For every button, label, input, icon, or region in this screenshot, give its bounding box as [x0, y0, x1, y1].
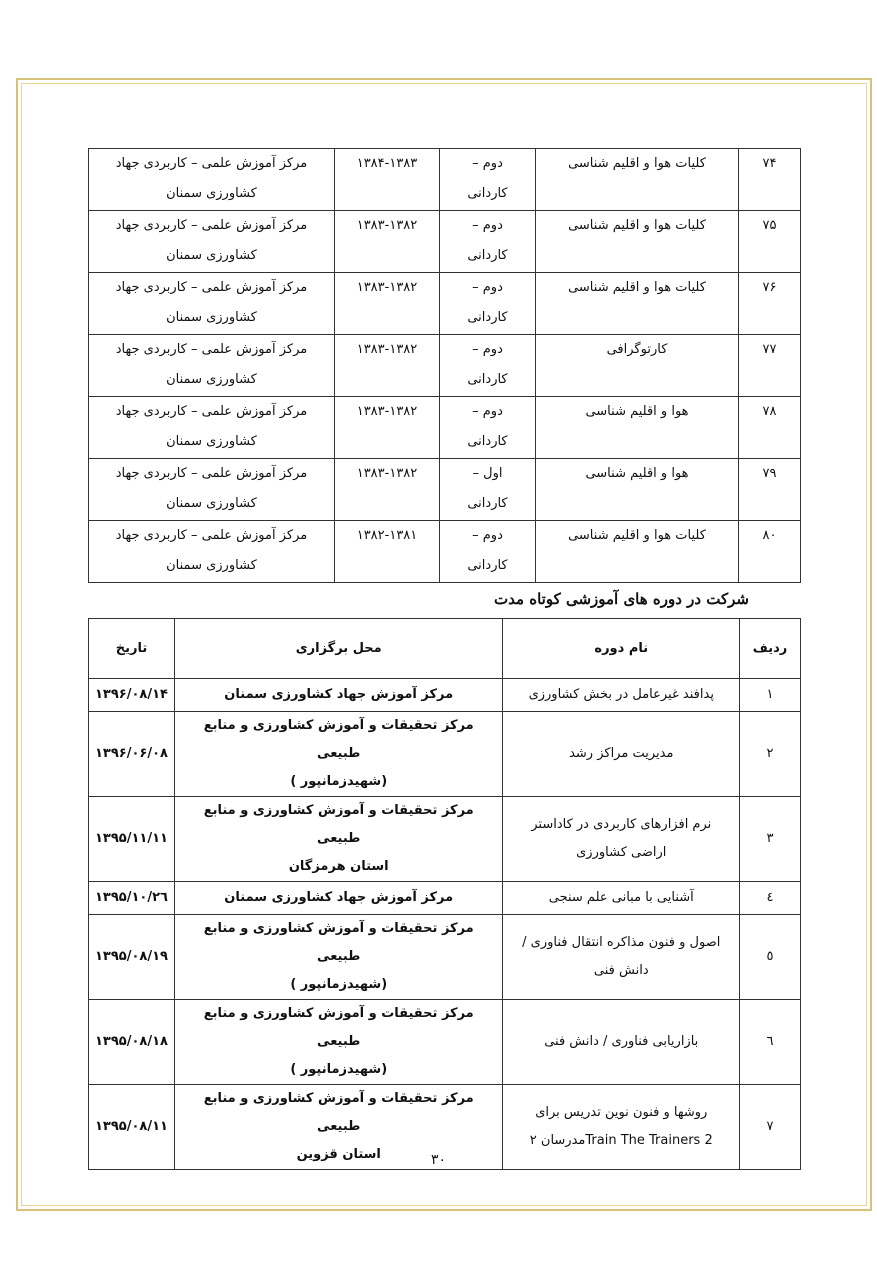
- venue: [174, 882, 502, 915]
- institution-text: کشاورزی سمنان: [166, 434, 257, 449]
- semester-level-text: کاردانی: [467, 372, 508, 387]
- course-date: [89, 882, 175, 915]
- academic-years: [335, 149, 440, 211]
- academic-years: [335, 459, 440, 521]
- course-date: [89, 679, 175, 712]
- course-title: [536, 521, 739, 583]
- row-number: [739, 211, 801, 273]
- institution-text: مرکز آموزش علمی – کاربردی جهاد: [115, 280, 308, 295]
- institution-text: کشاورزی سمنان: [166, 558, 257, 573]
- academic-years-text: ۱۳۸۳-۱۳۸۲: [356, 404, 418, 419]
- row-number-text: ۷: [766, 1119, 774, 1134]
- semester-level-text: کاردانی: [467, 248, 508, 263]
- course-name: [503, 679, 740, 712]
- course-name-text: آشنایی با مبانی علم سنجی: [548, 890, 694, 905]
- header-date: تاریخ: [89, 619, 175, 679]
- academic-years: [335, 273, 440, 335]
- institution-text: مرکز آموزش علمی – کاربردی جهاد: [115, 466, 308, 481]
- table-row: [89, 211, 801, 273]
- table-header-row: [89, 619, 801, 679]
- course-date-text: ۱۳۹۵/۱۱/۱۱: [95, 831, 168, 846]
- venue-text: مرکز تحقیقات و آموزش کشاورزی و منابع طبیعی: [203, 1006, 474, 1049]
- course-title-text: هوا و اقلیم شناسی: [585, 466, 689, 481]
- teaching-table: [88, 148, 801, 583]
- row-number: [740, 882, 801, 915]
- table-row: [89, 521, 801, 583]
- semester-level: [440, 397, 536, 459]
- course-name-text: Train The Trainers 2مدرسان ۲: [529, 1133, 713, 1148]
- course-title: [536, 211, 739, 273]
- table-row: [89, 882, 801, 915]
- academic-years-text: ۱۳۸۴-۱۳۸۳: [356, 156, 418, 171]
- academic-years: [335, 521, 440, 583]
- institution: [89, 397, 335, 459]
- semester-level-text: دوم –: [472, 280, 503, 295]
- row-number: [739, 459, 801, 521]
- course-name: [503, 797, 740, 882]
- academic-years: [335, 335, 440, 397]
- row-number: [740, 915, 801, 1000]
- academic-years-text: ۱۳۸۳-۱۳۸۲: [356, 280, 418, 295]
- academic-years: [335, 397, 440, 459]
- institution-text: مرکز آموزش علمی – کاربردی جهاد: [115, 404, 308, 419]
- course-name-text: بازاریابی فناوری / دانش فنی: [544, 1034, 699, 1049]
- course-name-text: نرم افزارهای کاربردی در کاداستر: [531, 817, 712, 832]
- academic-years: [335, 211, 440, 273]
- course-title-text: کارتوگرافی: [606, 342, 668, 357]
- row-number: [740, 679, 801, 712]
- course-date-text: ۱۳۹۵/۰۸/۱۸: [95, 1034, 168, 1049]
- table-row: [89, 712, 801, 797]
- semester-level-text: کاردانی: [467, 496, 508, 511]
- semester-level: [440, 211, 536, 273]
- semester-level-text: کاردانی: [467, 434, 508, 449]
- institution: [89, 521, 335, 583]
- semester-level-text: اول –: [472, 466, 503, 481]
- row-number: [739, 335, 801, 397]
- semester-level: [440, 335, 536, 397]
- course-date-text: ۱۳۹۵/۰۸/۱۹: [95, 949, 168, 964]
- institution-text: کشاورزی سمنان: [166, 186, 257, 201]
- institution-text: مرکز آموزش علمی – کاربردی جهاد: [115, 156, 308, 171]
- course-name: [503, 1000, 740, 1085]
- venue-text: مرکز تحقیقات و آموزش کشاورزی و منابع طبیعی: [203, 718, 474, 761]
- course-title: [536, 273, 739, 335]
- venue-text: مرکز آموزش جهاد کشاورزی سمنان: [224, 687, 454, 702]
- semester-level: [440, 149, 536, 211]
- venue-text: (شهیدزمانپور ): [290, 774, 388, 789]
- semester-level-text: دوم –: [472, 342, 503, 357]
- table-row: [89, 797, 801, 882]
- venue-text: مرکز آموزش جهاد کشاورزی سمنان: [224, 890, 454, 905]
- course-date-text: ۱۳۹۶/۰۸/۱۴: [95, 687, 168, 702]
- row-number: [739, 397, 801, 459]
- course-name-text: مدیریت مراکز رشد: [569, 746, 674, 761]
- academic-years-text: ۱۳۸۳-۱۳۸۲: [356, 218, 418, 233]
- header-course-name: نام دوره: [503, 619, 740, 679]
- course-date: [89, 915, 175, 1000]
- row-number-text: ۱: [766, 687, 774, 702]
- course-title: [536, 397, 739, 459]
- course-name: [503, 882, 740, 915]
- venue: [174, 712, 502, 797]
- row-number-text: ٦: [766, 1034, 774, 1049]
- section-title: شرکت در دوره های آموزشی کوتاه مدت: [493, 590, 749, 608]
- row-number: [739, 273, 801, 335]
- semester-level-text: دوم –: [472, 528, 503, 543]
- academic-years-text: ۱۳۸۳-۱۳۸۲: [356, 466, 418, 481]
- semester-level: [440, 459, 536, 521]
- row-number-text: ٤: [766, 890, 774, 905]
- venue-text: استان قزوین: [296, 1147, 381, 1162]
- row-number: [740, 797, 801, 882]
- courses-table: [88, 618, 801, 1170]
- venue: [174, 1000, 502, 1085]
- table-row: [89, 459, 801, 521]
- table-row: [89, 273, 801, 335]
- institution-text: مرکز آموزش علمی – کاربردی جهاد: [115, 218, 308, 233]
- semester-level-text: دوم –: [472, 404, 503, 419]
- course-title: [536, 149, 739, 211]
- header-venue: محل برگزاری: [174, 619, 502, 679]
- institution-text: کشاورزی سمنان: [166, 248, 257, 263]
- row-number-text: ۲: [766, 746, 774, 761]
- row-number: [739, 521, 801, 583]
- venue-text: (شهیدزمانپور ): [290, 1062, 388, 1077]
- row-number-text: ۳: [766, 831, 774, 846]
- course-name-text: روشها و فنون نوین تدریس برای: [535, 1105, 708, 1120]
- course-name: [503, 915, 740, 1000]
- venue-text: مرکز تحقیقات و آموزش کشاورزی و منابع طبیعی: [203, 1091, 474, 1134]
- institution: [89, 335, 335, 397]
- institution-text: مرکز آموزش علمی – کاربردی جهاد: [115, 342, 308, 357]
- institution-text: کشاورزی سمنان: [166, 310, 257, 325]
- course-title: [536, 335, 739, 397]
- venue: [174, 679, 502, 712]
- course-date-text: ۱۳۹۵/۱۰/۲٦: [95, 890, 168, 905]
- course-date-text: ۱۳۹۵/۰۸/۱۱: [95, 1119, 168, 1134]
- course-name-text: دانش فنی: [593, 963, 649, 978]
- course-name-text: اصول و فنون مذاکره انتقال فناوری /: [522, 935, 721, 950]
- table-row: [89, 335, 801, 397]
- venue: [174, 915, 502, 1000]
- venue-text: مرکز تحقیقات و آموزش کشاورزی و منابع طبیعی: [203, 803, 474, 846]
- venue-text: مرکز تحقیقات و آموزش کشاورزی و منابع طبیعی: [203, 921, 474, 964]
- institution: [89, 273, 335, 335]
- row-number: [740, 1000, 801, 1085]
- row-number-text: ۷۸: [762, 404, 777, 419]
- semester-level-text: کاردانی: [467, 558, 508, 573]
- course-date-text: ۱۳۹۶/۰۶/۰۸: [95, 746, 168, 761]
- semester-level-text: دوم –: [472, 156, 503, 171]
- venue-text: استان هرمزگان: [288, 859, 389, 874]
- row-number-text: ۸۰: [762, 528, 777, 543]
- institution-text: مرکز آموزش علمی – کاربردی جهاد: [115, 528, 308, 543]
- table-row: [89, 149, 801, 211]
- table-row: [89, 679, 801, 712]
- institution: [89, 149, 335, 211]
- row-number: [740, 712, 801, 797]
- row-number-text: ۷۵: [762, 218, 777, 233]
- semester-level: [440, 521, 536, 583]
- institution-text: کشاورزی سمنان: [166, 496, 257, 511]
- venue: [174, 797, 502, 882]
- venue-text: (شهیدزمانپور ): [290, 977, 388, 992]
- course-date: [89, 797, 175, 882]
- semester-level-text: دوم –: [472, 218, 503, 233]
- row-number-text: ٥: [766, 949, 774, 964]
- course-date: [89, 712, 175, 797]
- institution: [89, 459, 335, 521]
- course-name-text: اراضی کشاورزی: [576, 845, 667, 860]
- semester-level-text: کاردانی: [467, 310, 508, 325]
- row-number-text: ۷۴: [762, 156, 777, 171]
- academic-years-text: ۱۳۸۲-۱۳۸۱: [356, 528, 418, 543]
- course-name: [503, 712, 740, 797]
- row-number-text: ۷۶: [762, 280, 777, 295]
- course-title-text: کلیات هوا و اقلیم شناسی: [568, 528, 706, 543]
- row-number-text: ۷۷: [762, 342, 777, 357]
- table-row: [89, 915, 801, 1000]
- course-title-text: کلیات هوا و اقلیم شناسی: [568, 280, 706, 295]
- table-row: [89, 397, 801, 459]
- course-title: [536, 459, 739, 521]
- semester-level: [440, 273, 536, 335]
- page-number: ۳۰: [430, 1152, 447, 1168]
- row-number: [739, 149, 801, 211]
- course-title-text: کلیات هوا و اقلیم شناسی: [568, 218, 706, 233]
- course-date: [89, 1000, 175, 1085]
- course-title-text: کلیات هوا و اقلیم شناسی: [568, 156, 706, 171]
- course-name-text: پدافند غیرعامل در بخش کشاورزی: [528, 687, 714, 702]
- semester-level-text: کاردانی: [467, 186, 508, 201]
- course-title-text: هوا و اقلیم شناسی: [585, 404, 689, 419]
- academic-years-text: ۱۳۸۳-۱۳۸۲: [356, 342, 418, 357]
- institution: [89, 211, 335, 273]
- table-row: [89, 1000, 801, 1085]
- header-row-number: ردیف: [740, 619, 801, 679]
- institution-text: کشاورزی سمنان: [166, 372, 257, 387]
- row-number-text: ۷۹: [762, 466, 777, 481]
